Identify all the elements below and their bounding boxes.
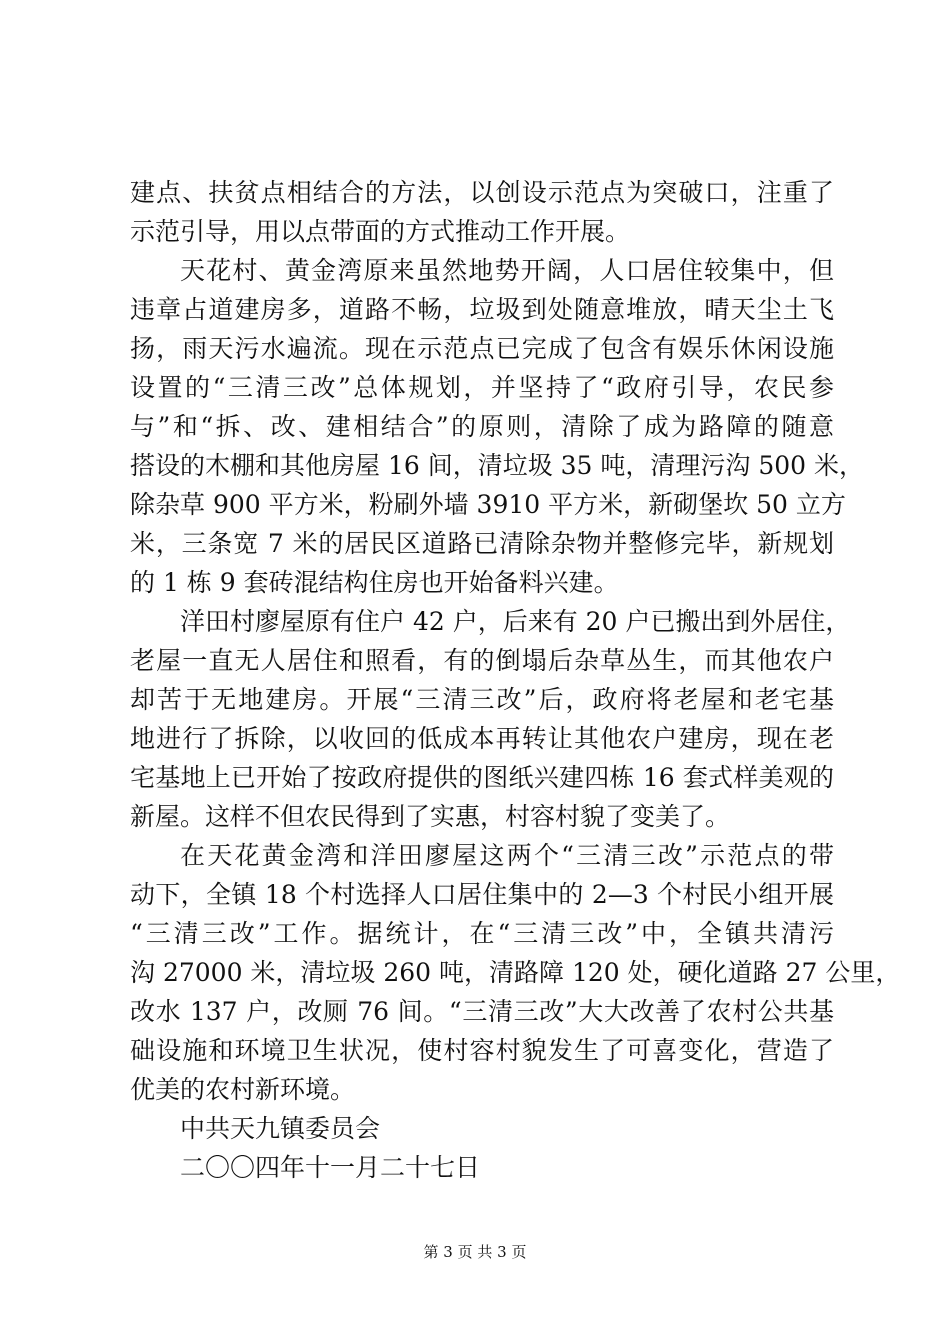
text-line: 米，三条宽 7 米的居民区道路已清除杂物并整修完毕，新规划 [130,529,834,558]
text-line: 础设施和环境卫生状况，使村容村貌发生了可喜变化，营造了 [130,1036,834,1065]
text-line: 设置的“三清三改”总体规划，并坚持了“政府引导，农民参 [130,373,834,402]
text-line: 扬，雨天污水遍流。现在示范点已完成了包含有娱乐休闲设施 [130,334,834,363]
text-line: 改水 137 户，改厕 76 间。“三清三改”大大改善了农村公共基 [130,997,834,1026]
text-line: 搭设的木棚和其他房屋 16 间，清垃圾 35 吨，清理污沟 500 米， [130,451,865,480]
text-line: 二〇〇四年十一月二十七日 [180,1153,481,1182]
text-line: 示范引导，用以点带面的方式推动工作开展。 [130,217,631,246]
text-line: 违章占道建房多，道路不畅，垃圾到处随意堆放，晴天尘土飞 [130,295,834,324]
text-line: 中共天九镇委员会 [180,1114,381,1143]
text-line: 的 1 栋 9 套砖混结构住房也开始备料兴建。 [130,568,619,597]
text-line: 建点、扶贫点相结合的方法，以创设示范点为突破口，注重了 [130,178,834,207]
page-footer: 第 3 页 共 3 页 [423,1243,527,1261]
text-line: “三清三改”工作。据统计，在“三清三改”中，全镇共清污 [130,919,834,948]
text-line: 动下，全镇 18 个村选择人口居住集中的 2—3 个村民小组开展 [130,880,834,909]
text-line: 在天花黄金湾和洋田廖屋这两个“三清三改”示范点的带 [180,841,834,870]
document-body [130,173,901,1187]
text-line: 老屋一直无人居住和照看，有的倒塌后杂草丛生，而其他农户 [130,646,834,675]
text-line: 除杂草 900 平方米，粉刷外墙 3910 平方米，新砌堡坎 50 立方 [130,490,846,519]
text-line: 宅基地上已开始了按政府提供的图纸兴建四栋 16 套式样美观的 [130,763,834,792]
text-line: 却苦于无地建房。开展“三清三改”后，政府将老屋和老宅基 [130,685,834,714]
text-line: 优美的农村新环境。 [130,1075,356,1104]
text-line: 洋田村廖屋原有住户 42 户，后来有 20 户已搬出到外居住， [180,607,851,636]
text-line: 天花村、黄金湾原来虽然地势开阔，人口居住较集中，但 [180,256,834,285]
text-line: 沟 27000 米，清垃圾 260 吨，清路障 120 处，硬化道路 27 公里， [130,958,901,987]
text-line: 与”和“拆、改、建相结合”的原则，清除了成为路障的随意 [130,412,834,441]
text-line: 新屋。这样不但农民得到了实惠，村容村貌了变美了。 [130,802,731,831]
text-line: 地进行了拆除，以收回的低成本再转让其他农户建房，现在老 [130,724,834,753]
